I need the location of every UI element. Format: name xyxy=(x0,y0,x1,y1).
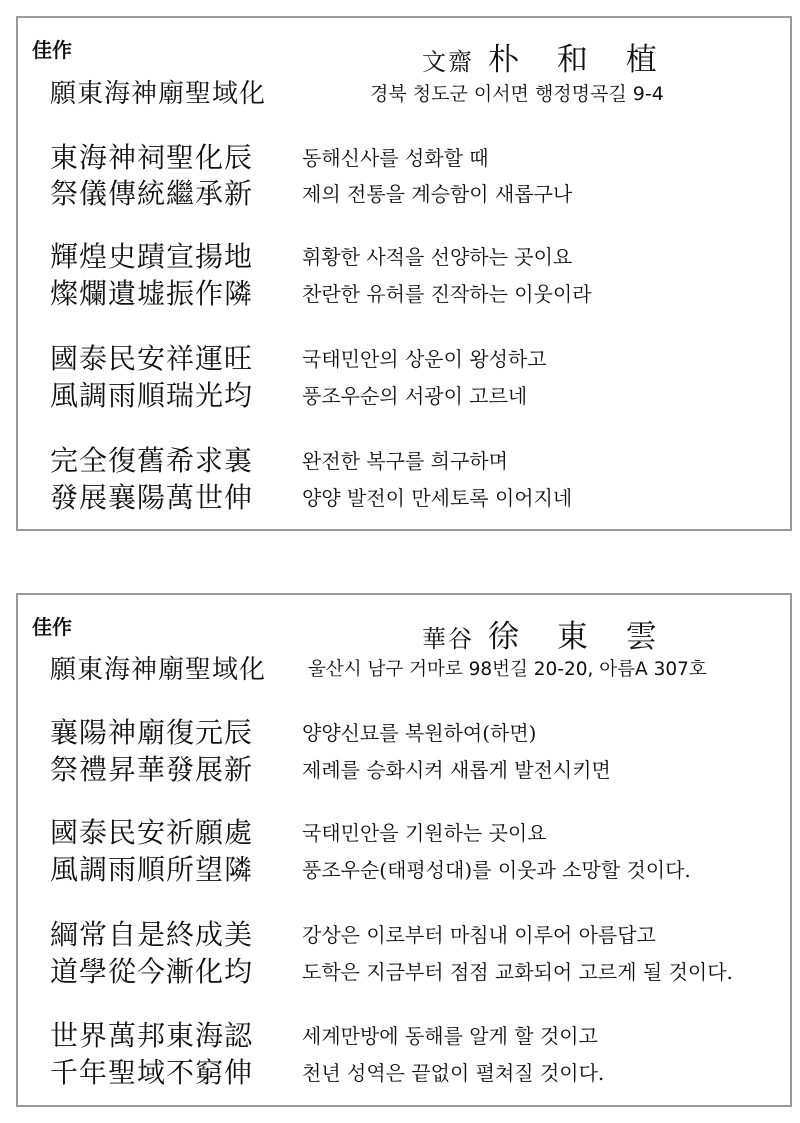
poem-title-row xyxy=(50,650,790,690)
poem-line-korean: 찬란한 유허를 진작하는 이웃이라 xyxy=(302,282,592,306)
poem-line xyxy=(50,174,790,214)
poem-line xyxy=(50,339,790,379)
poem-line-korean: 도학은 지금부터 점점 교화되어 고르게 될 것이다. xyxy=(302,960,733,984)
poem-title-row xyxy=(50,74,790,114)
poem-line-hanja: 綱常自是終成美 xyxy=(50,918,254,951)
poem-line xyxy=(50,1053,790,1093)
poem-line-korean: 제의 전통을 계승함이 새롭구나 xyxy=(302,182,573,206)
poem-line-hanja: 東海神祠聖化辰 xyxy=(50,141,254,174)
author xyxy=(422,34,671,79)
author-name: 徐 東 雲 xyxy=(488,619,671,655)
poem-line-hanja: 祭禮昇華發展新 xyxy=(50,753,254,786)
poem-line xyxy=(50,750,790,790)
poem-line-korean: 풍조우순의 서광이 고르네 xyxy=(302,384,528,408)
poem-line-korean: 국태민안의 상운이 왕성하고 xyxy=(302,347,547,371)
poem-line xyxy=(50,813,790,853)
poem-line xyxy=(50,1016,790,1056)
poem-line-korean: 동해신사를 성화할 때 xyxy=(302,146,489,170)
author-pen-name: 華谷 xyxy=(422,625,474,653)
poem-card-2 xyxy=(16,593,792,1107)
award-label: 佳作 xyxy=(32,38,72,62)
poem-line-hanja: 發展襄陽萬世伸 xyxy=(50,481,254,514)
poem-line-hanja: 世界萬邦東海認 xyxy=(50,1019,254,1052)
author-pen-name: 文齋 xyxy=(422,48,474,76)
poem-line-hanja: 襄陽神廟復元辰 xyxy=(50,716,254,749)
poem-line-hanja: 千年聖域不窮伸 xyxy=(50,1056,254,1089)
poem-line-korean: 천년 성역은 끝없이 펼쳐질 것이다. xyxy=(302,1061,605,1085)
poem-line xyxy=(50,915,790,955)
poem-line xyxy=(50,441,790,481)
poem-line-hanja: 輝煌史蹟宣揚地 xyxy=(50,240,254,273)
poem-line-korean: 국태민안을 기원하는 곳이요 xyxy=(302,821,547,845)
poem-line xyxy=(50,138,790,178)
poem-line-korean: 완전한 복구를 희구하며 xyxy=(302,449,508,473)
poem-line xyxy=(50,850,790,890)
poem-line-korean: 세계만방에 동해를 알게 할 것이고 xyxy=(302,1024,598,1048)
poem-line xyxy=(50,478,790,518)
poem-line-korean: 제례를 승화시켜 새롭게 발전시키면 xyxy=(302,758,611,782)
poem-line xyxy=(50,713,790,753)
author-name: 朴 和 植 xyxy=(488,42,671,78)
award-label: 佳作 xyxy=(32,615,72,639)
poem-line-hanja: 完全復舊希求裏 xyxy=(50,444,254,477)
poem-line-hanja: 風調雨順所望隣 xyxy=(50,853,254,886)
poem-line-hanja: 道學從今漸化均 xyxy=(50,955,254,988)
poem-line xyxy=(50,952,790,992)
poem-line-hanja: 祭儀傳統繼承新 xyxy=(50,177,254,210)
poem-line-korean: 휘황한 사적을 선양하는 곳이요 xyxy=(302,245,573,269)
poem-line xyxy=(50,376,790,416)
poem-line-korean: 양양 발전이 만세토록 이어지네 xyxy=(302,486,573,510)
poem-line-korean: 풍조우순(태평성대)를 이웃과 소망할 것이다. xyxy=(302,858,691,882)
poem-line-hanja: 風調雨順瑞光均 xyxy=(50,379,254,412)
poem-title: 願東海神廟聖域化 xyxy=(50,79,267,109)
poem-line-korean: 강상은 이로부터 마침내 이루어 아름답고 xyxy=(302,923,656,947)
poem-line-hanja: 燦爛遺墟振作隣 xyxy=(50,277,254,310)
author-address: 경북 청도군 이서면 행정명곡길 9-4 xyxy=(370,83,664,105)
poem-line-hanja: 國泰民安祥運旺 xyxy=(50,342,254,375)
poem-line xyxy=(50,274,790,314)
poem-line xyxy=(50,237,790,277)
poem-line-hanja: 國泰民安祈願處 xyxy=(50,816,254,849)
author-address: 울산시 남구 거마로 98번길 20-20, 아름A 307호 xyxy=(308,659,707,680)
poem-line-korean: 양양신묘를 복원하여(하면) xyxy=(302,721,537,745)
poem-title: 願東海神廟聖域化 xyxy=(50,655,267,685)
poem-card-1 xyxy=(16,16,792,531)
